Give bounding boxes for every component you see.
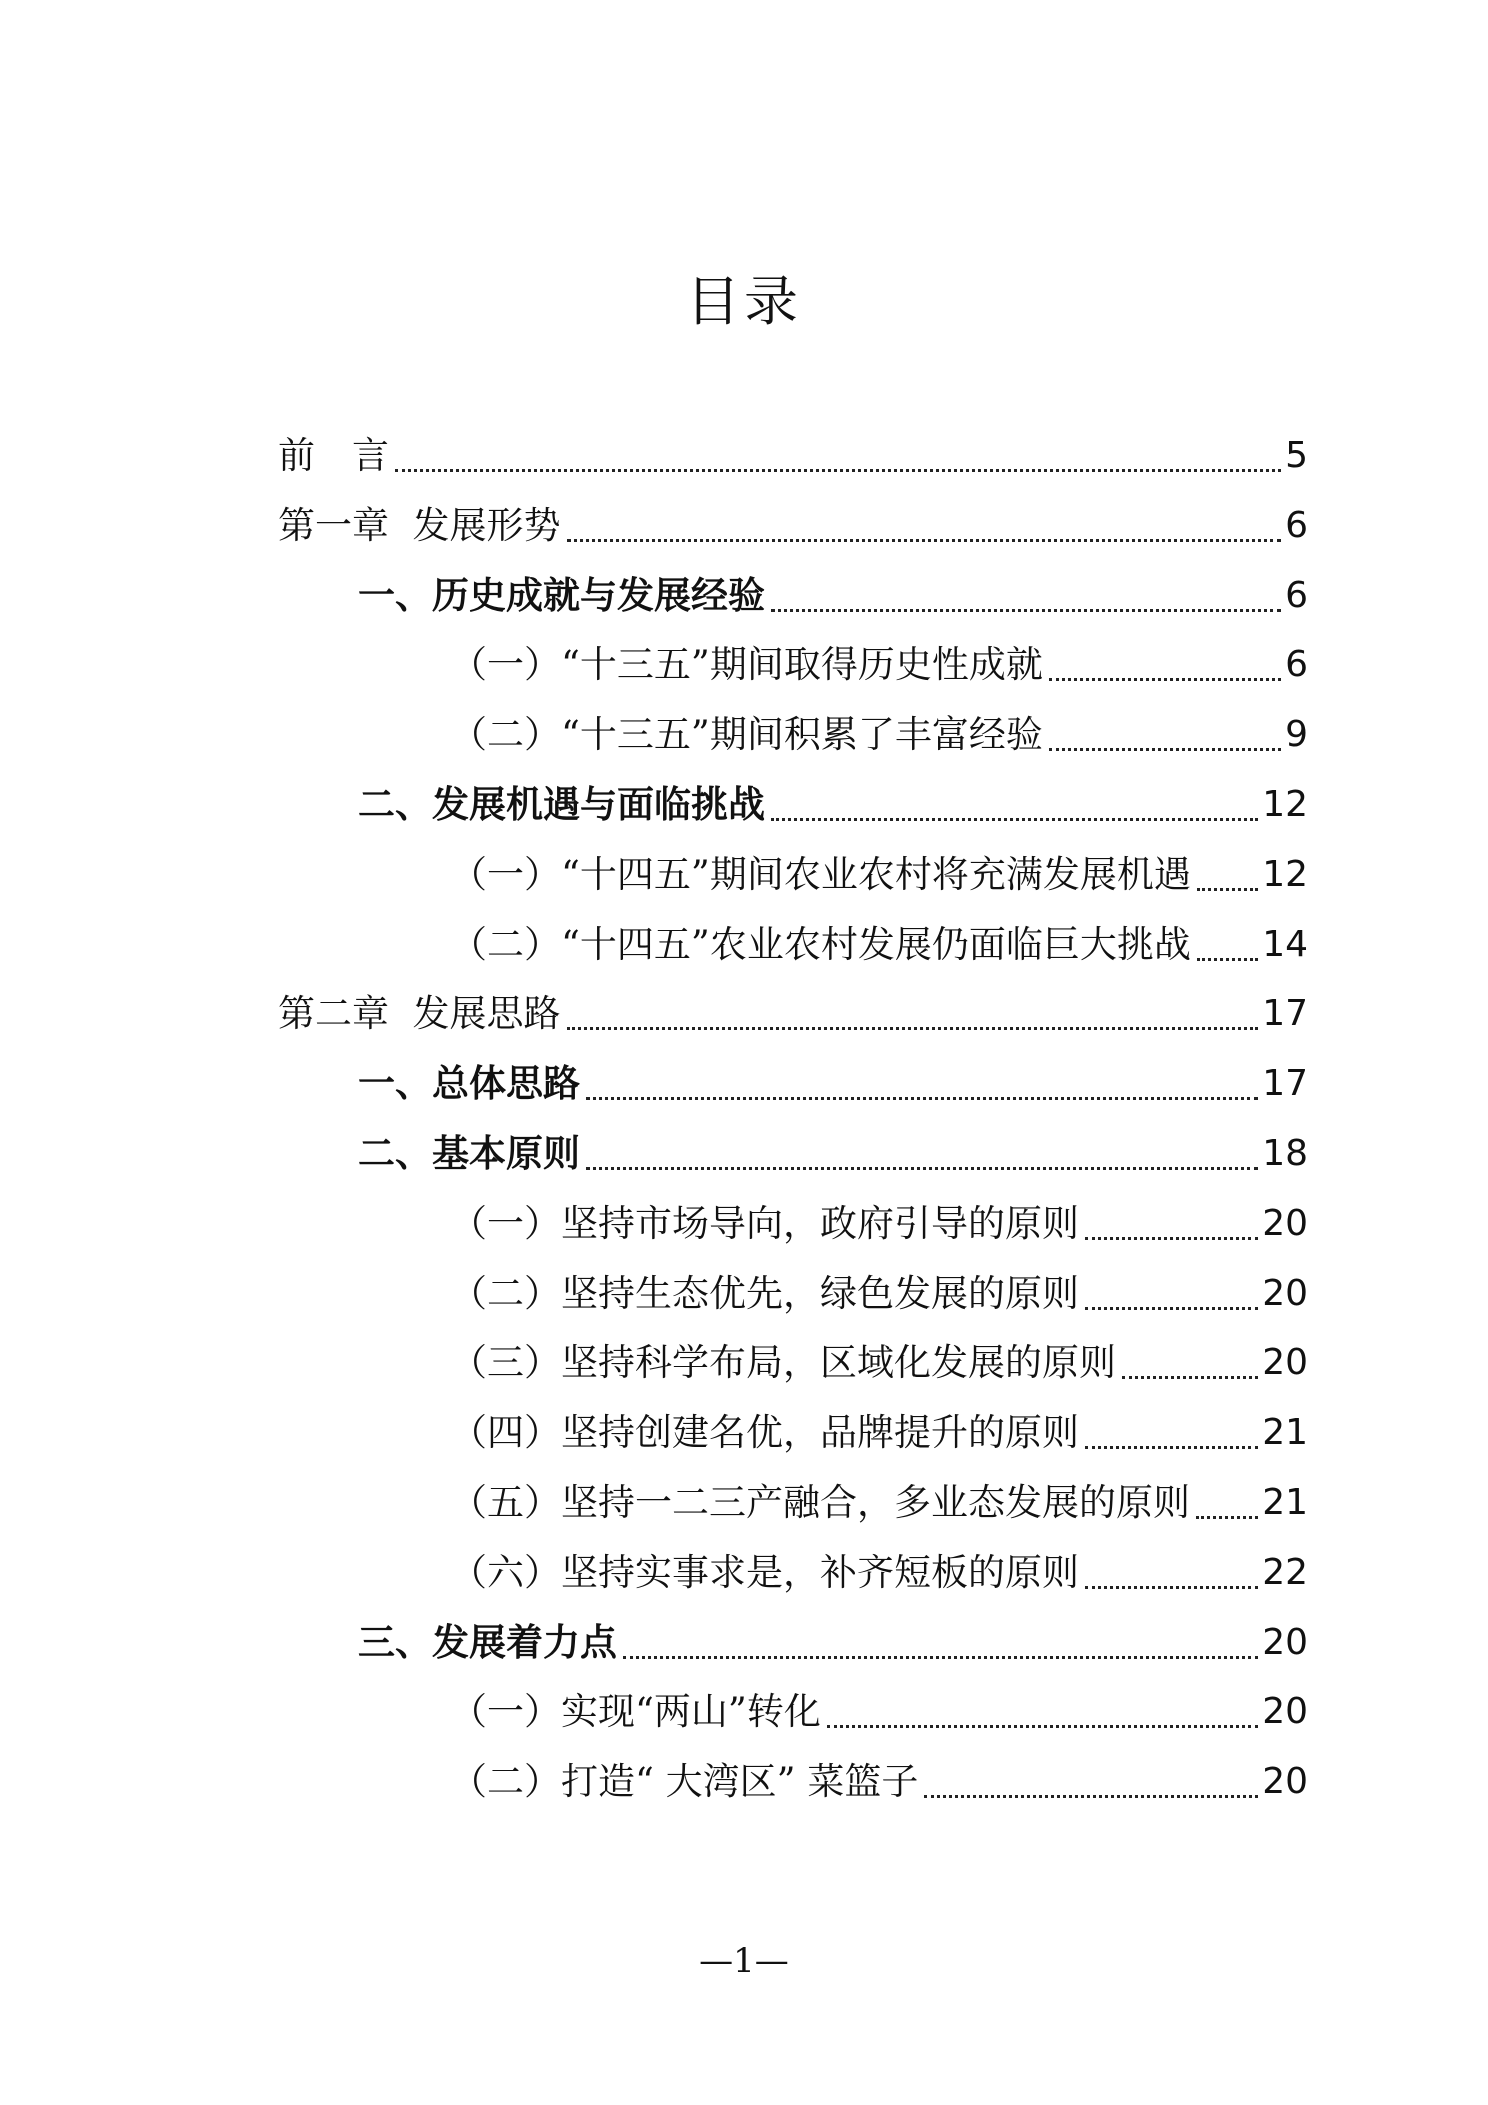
toc-entry[interactable] <box>450 1266 1308 1322</box>
toc-entry-label: 第一章 发展形势 <box>278 504 561 547</box>
toc-dot-leader <box>924 1795 1258 1798</box>
toc-entry[interactable] <box>358 568 1308 624</box>
toc-dot-leader <box>567 1027 1259 1030</box>
toc-entry[interactable] <box>450 1475 1308 1531</box>
toc-entry-label: 二、基本原则 <box>358 1132 580 1175</box>
toc-entry-page-number: 17 <box>1262 1063 1308 1104</box>
toc-entry-label: 一、总体思路 <box>358 1062 580 1105</box>
toc-entry-page-number: 6 <box>1285 575 1308 616</box>
toc-entry-page-number: 6 <box>1285 644 1308 685</box>
toc-dot-leader <box>1085 1586 1258 1589</box>
toc-entry-label: （五）坚持一二三产融合，多业态发展的原则 <box>450 1481 1190 1524</box>
toc-entry-label: （二）“十三五”期间积累了丰富经验 <box>450 713 1043 756</box>
toc-dot-leader <box>771 818 1258 821</box>
toc-entry-page-number: 21 <box>1262 1412 1308 1453</box>
toc-entry[interactable] <box>278 428 1308 484</box>
toc-entry-label: 二、发展机遇与面临挑战 <box>358 783 765 826</box>
toc-entry-page-number: 20 <box>1262 1761 1308 1802</box>
toc-dot-leader <box>1196 1516 1258 1519</box>
toc-dot-leader <box>1085 1237 1258 1240</box>
toc-dot-leader <box>827 1725 1258 1728</box>
toc-entry-page-number: 20 <box>1262 1622 1308 1663</box>
toc-entry[interactable] <box>358 1126 1308 1182</box>
toc-dot-leader <box>1197 888 1258 891</box>
toc-entry[interactable] <box>450 1405 1308 1461</box>
toc-entry[interactable] <box>450 1545 1308 1601</box>
toc-dot-leader <box>1049 748 1281 751</box>
toc-entry[interactable] <box>358 1615 1308 1671</box>
toc-dot-leader <box>1085 1446 1258 1449</box>
toc-entry-page-number: 12 <box>1262 854 1308 895</box>
toc-entry-page-number: 17 <box>1262 993 1308 1034</box>
toc-entry[interactable] <box>450 707 1308 763</box>
toc-dot-leader <box>1049 678 1281 681</box>
toc-dot-leader <box>586 1167 1258 1170</box>
toc-entry-label: （二）坚持生态优先，绿色发展的原则 <box>450 1272 1079 1315</box>
page-number: —1— <box>699 1941 789 1981</box>
toc-dot-leader <box>623 1656 1258 1659</box>
toc-entry-page-number: 14 <box>1262 924 1308 965</box>
toc-dot-leader <box>1197 958 1258 961</box>
toc-entry-page-number: 20 <box>1262 1273 1308 1314</box>
toc-entry-page-number: 9 <box>1285 714 1308 755</box>
toc-entry-label: 第二章 发展思路 <box>278 992 561 1035</box>
toc-entry-page-number: 20 <box>1262 1203 1308 1244</box>
toc-entry[interactable] <box>450 847 1308 903</box>
toc-entry-label: （二）打造“ 大湾区” 菜篮子 <box>450 1760 919 1803</box>
toc-dot-leader <box>771 609 1281 612</box>
toc-dot-leader <box>567 539 1282 542</box>
toc-entry[interactable] <box>450 1196 1308 1252</box>
toc-entry[interactable] <box>358 1056 1308 1112</box>
toc-entry-page-number: 6 <box>1285 505 1308 546</box>
toc-entry-page-number: 18 <box>1262 1133 1308 1174</box>
toc-dot-leader <box>586 1097 1258 1100</box>
toc-entry-label: 一、历史成就与发展经验 <box>358 574 765 617</box>
toc-entry-page-number: 20 <box>1262 1691 1308 1732</box>
toc-entry-page-number: 5 <box>1285 435 1308 476</box>
toc-entry-label: （六）坚持实事求是，补齐短板的原则 <box>450 1551 1079 1594</box>
toc-entry-label: 三、发展着力点 <box>358 1621 617 1664</box>
toc-entry[interactable] <box>278 498 1308 554</box>
toc-entry-label: 前 言 <box>278 434 389 477</box>
toc-entry-label: （三）坚持科学布局，区域化发展的原则 <box>450 1341 1116 1384</box>
toc-entry[interactable] <box>450 1684 1308 1740</box>
toc-dot-leader <box>395 469 1281 472</box>
toc-entry-label: （一）“十三五”期间取得历史性成就 <box>450 643 1043 686</box>
toc-entry[interactable] <box>278 986 1308 1042</box>
toc-entry-label: （一）实现“两山”转化 <box>450 1690 821 1733</box>
toc-entry-label: （一）“十四五”期间农业农村将充满发展机遇 <box>450 853 1191 896</box>
toc-dot-leader <box>1085 1307 1258 1310</box>
toc-dot-leader <box>1122 1376 1258 1379</box>
toc-entry[interactable] <box>450 917 1308 973</box>
toc-entry-page-number: 12 <box>1262 784 1308 825</box>
toc-entry[interactable] <box>450 1335 1308 1391</box>
toc-entry-label: （四）坚持创建名优，品牌提升的原则 <box>450 1411 1079 1454</box>
toc-entry-page-number: 20 <box>1262 1342 1308 1383</box>
toc-entry[interactable] <box>450 637 1308 693</box>
page-title: 目录 <box>686 270 802 333</box>
toc-entry[interactable] <box>358 777 1308 833</box>
toc-entry[interactable] <box>450 1754 1308 1810</box>
toc-entry-label: （一）坚持市场导向，政府引导的原则 <box>450 1202 1079 1245</box>
toc-entry-page-number: 21 <box>1262 1482 1308 1523</box>
toc-entry-page-number: 22 <box>1262 1552 1308 1593</box>
toc-entry-label: （二）“十四五”农业农村发展仍面临巨大挑战 <box>450 923 1191 966</box>
